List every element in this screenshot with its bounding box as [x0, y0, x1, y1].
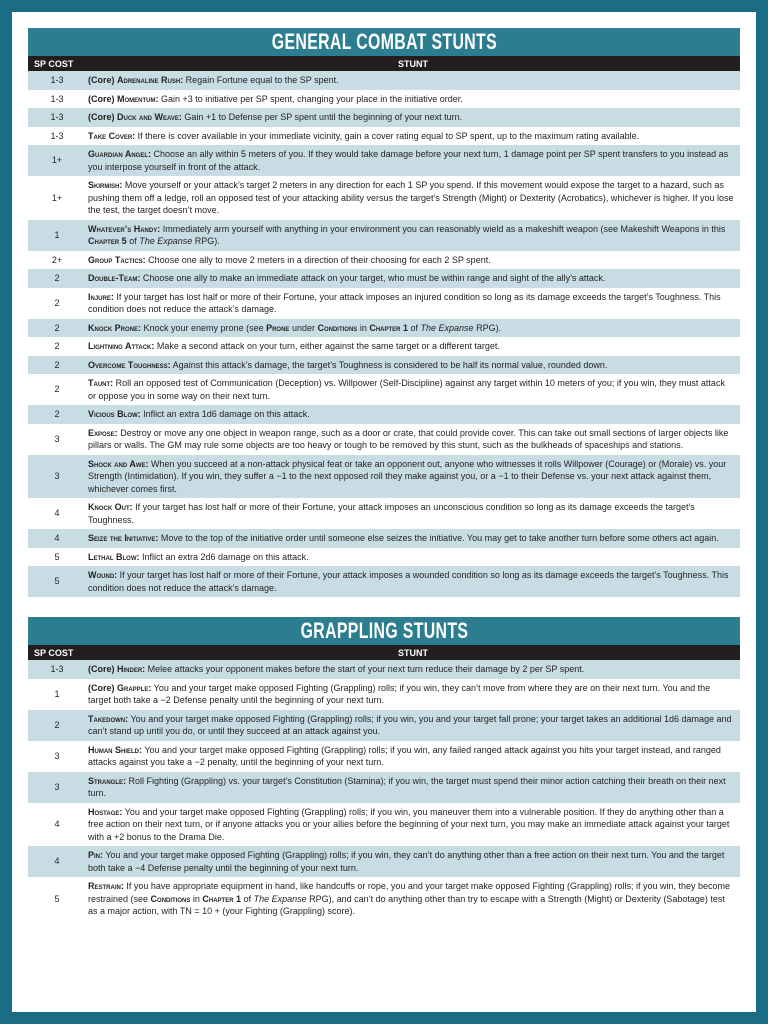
combat-table-header	[28, 56, 740, 71]
stunt-cell	[86, 679, 740, 710]
sp-cost-cell: 3	[54, 781, 60, 792]
stunt-text: If you have appropriate equipment in hand, like handcuffs or rope, you and your target make opposed Fighting (Grappling) rolls; if you win, they become restrained (see	[88, 881, 731, 904]
stunt-cell	[86, 145, 740, 176]
stunt-name: Strangle:	[88, 775, 126, 786]
sp-cost-cell: 2	[54, 322, 60, 333]
stunt-text: Melee attacks your opponent makes before the start of your next turn reduce their damage by 2 per SP spent.	[145, 664, 585, 674]
stunt-cell	[86, 772, 740, 803]
stunt-text: Destroy or move any one object in weapon range, such as a door or crate, that could provide cover. This can take out small sections of larger objects like pillars or walls. The GM may rule some objects are too heavy or tough to be removed by this stunt, such as the bulkheads of spaceships and stations.	[88, 427, 729, 450]
stunt-text: You and your target make opposed Fighting (Grappling) rolls; if you win, you maneuver them into a vulnerable position. If they do anything other than a free action on their next turn, or if anyone attacks you or your allies before the beginning of your next turn, you may make an immediate attack against your target with a +2 bonus to the Drama Die.	[88, 806, 730, 842]
stunt-name: Expose:	[88, 427, 118, 438]
sp-cost-cell: 1-3	[50, 664, 64, 674]
stunt-text: Roll Fighting (Grappling) vs. your target’s Constitution (Stamina); if you win, the target must spend their minor action catching their breath on their next turn.	[88, 775, 726, 798]
stunt-cell	[86, 269, 740, 288]
stunt-text: Choose an ally within 5 meters of you. If they would take damage before your next turn, 1 damage point per SP spent transfers to you instead as you interpose yourself in front of the attack.	[88, 149, 729, 172]
stunt-core-tag: (Core)	[88, 664, 117, 674]
stunt-reference: Chapter 5	[88, 236, 127, 246]
table-row	[28, 498, 740, 529]
stunt-core-tag: (Core)	[88, 75, 117, 85]
stunt-text: of	[241, 893, 254, 904]
combat-table-body	[28, 71, 740, 597]
table-row	[28, 356, 740, 375]
sp-cost-cell: 4	[54, 533, 60, 543]
stunt-cell	[86, 529, 740, 548]
stunt-text: Move yourself or your attack’s target 2 meters in any direction for each 1 SP you spend. If this movement would expose the target to a hazard, such as pushing them off a ledge, roll an opposed test of your attacking ability versus the target’s Strength (Might) or Dexterity (Acrobatics), whichever is higher. If you lose the test, the target doesn’t move.	[88, 180, 734, 215]
table-row	[28, 251, 740, 270]
sp-cost-cell: 1+	[51, 155, 63, 166]
stunt-name: Duck and Weave:	[117, 112, 182, 122]
stunt-reference: Chapter 1	[202, 893, 242, 904]
sp-cost-cell: 2	[54, 341, 60, 351]
table-row	[28, 176, 740, 220]
table-row	[28, 288, 740, 319]
sp-cost-cell: 2	[54, 719, 60, 730]
stunt-cell	[86, 337, 740, 356]
stunt-text: Gain +1 to Defense per SP spent until the beginning of your next turn.	[181, 112, 463, 122]
sp-cost-cell: 1-3	[50, 112, 64, 122]
stunt-text: Against this attack’s damage, the target’s Toughness is considered to be half its normal value, rounded down.	[170, 359, 608, 370]
stunt-text: When you succeed at a non-attack physical feat or take an opponent out, anyone who witnesses it rolls Willpower (Courage) or (Morale) vs. your Strength (Intimidation). If you win, they suffer a −1 to the next opposed roll they make against you, or a −1 to their Defense vs. your next attack against them, whichever comes first.	[88, 458, 727, 494]
grappling-table-body	[28, 660, 740, 921]
col-stunt: STUNT	[398, 647, 428, 658]
grappling-stunts-section	[28, 617, 740, 921]
grappling-table-header	[28, 645, 740, 660]
stunt-name: Group Tactics:	[88, 254, 146, 265]
combat-stunts-section	[28, 28, 740, 597]
table-row	[28, 108, 740, 127]
sp-cost-cell: 1	[54, 229, 60, 240]
table-row	[28, 269, 740, 288]
sp-cost-cell: 2	[54, 297, 60, 308]
table-row	[28, 145, 740, 176]
stunt-name: Adrenaline Rush:	[117, 75, 184, 85]
stunt-cell	[86, 566, 740, 597]
stunt-name: Knock Prone:	[88, 322, 142, 333]
stunt-cell	[86, 220, 740, 251]
table-row	[28, 319, 740, 338]
stunt-text: You and your target make opposed Fighting (Grappling) rolls; if you win, you and your target fall prone; your target takes an additional 1d6 damage and can’t stand up until you do, or until they succeed at an attack against you.	[88, 713, 732, 736]
stunt-name: Taunt:	[88, 378, 114, 388]
stunt-cell	[86, 288, 740, 319]
stunt-cell	[86, 374, 740, 405]
sp-cost-cell: 1+	[51, 192, 63, 203]
sp-cost-cell: 5	[54, 551, 60, 562]
stunt-name: Overcome Toughness:	[88, 359, 171, 370]
table-row	[28, 660, 740, 679]
stunt-name: Wound:	[88, 570, 118, 580]
sp-cost-cell: 1-3	[50, 75, 64, 85]
table-row	[28, 405, 740, 424]
sp-cost-cell: 2	[54, 273, 60, 283]
book-title: The Expanse	[139, 236, 193, 246]
stunts-sheet	[12, 12, 756, 1012]
sp-cost-cell: 1-3	[50, 130, 64, 141]
sp-cost-cell: 2	[54, 409, 60, 419]
col-stunt: STUNT	[398, 58, 428, 69]
table-row	[28, 90, 740, 109]
stunt-cell	[86, 176, 740, 220]
sp-cost-cell: 2	[54, 384, 60, 395]
table-row	[28, 877, 740, 921]
table-row	[28, 529, 740, 548]
table-row	[28, 455, 740, 499]
table-row	[28, 803, 740, 847]
book-title: The Expanse	[420, 322, 474, 333]
stunt-cell	[86, 108, 740, 127]
combat-stunts-title: GENERAL COMBAT STUNTS	[28, 28, 740, 56]
stunt-cell	[86, 319, 740, 338]
table-row	[28, 424, 740, 455]
table-row	[28, 337, 740, 356]
table-row	[28, 741, 740, 772]
stunt-name: Double-Team:	[88, 273, 141, 283]
stunt-core-tag: (Core)	[88, 93, 117, 104]
stunt-text: You and your target make opposed Fighting (Grappling) rolls; if you win, any failed ranged attack against you hits your target instead, and ranged attacks against you take a −2 penalty, until the beginning of your next turn.	[88, 744, 721, 767]
stunt-text: Inflict an extra 2d6 damage on this attack.	[139, 551, 309, 562]
stunt-text: If your target has lost half or more of their Fortune, your attack imposes an unconscious condition so long as its damage exceeds the target’s Toughness.	[88, 502, 695, 525]
stunt-text: Move to the top of the initiative order until someone else seizes the initiative. You may get to take another turn before some others act again.	[158, 533, 719, 543]
stunt-name: Takedown:	[88, 713, 129, 724]
stunt-cell	[86, 71, 740, 90]
sp-cost-cell: 3	[54, 433, 60, 444]
stunt-name: Momentum:	[117, 93, 159, 104]
stunt-text: Gain +3 to initiative per SP spent, changing your place in the initiative order.	[158, 93, 463, 104]
stunt-text: Choose one ally to move 2 meters in a direction of their choosing for each 2 SP spent.	[145, 254, 491, 265]
stunt-text: RPG).	[473, 322, 502, 333]
stunt-text: Choose one ally to make an immediate attack on your target, who must be within range and sight of the ally’s attack.	[140, 273, 606, 283]
stunt-cell	[86, 405, 740, 424]
col-sp-cost: SP COST	[34, 647, 74, 658]
sp-cost-cell: 3	[54, 471, 60, 481]
stunt-reference: Prone	[266, 322, 290, 333]
sp-cost-cell: 5	[54, 893, 60, 904]
book-title: The Expanse	[253, 893, 307, 904]
stunt-text: Inflict an extra 1d6 damage on this attack.	[140, 409, 310, 419]
stunt-text: RPG), and can’t do anything other than try to escape with a Strength (Might) or Dexterity (Sabotage) test as a major action, with TN = 10 + (your Fighting (Grappling) score).	[88, 893, 725, 916]
stunt-text: of	[126, 236, 140, 246]
sp-cost-cell: 1	[54, 688, 60, 699]
table-row	[28, 566, 740, 597]
stunt-name: Lightning Attack:	[88, 341, 155, 351]
stunt-name: Whatever’s Handy:	[88, 223, 161, 234]
stunt-name: Skirmish:	[88, 180, 123, 190]
stunt-name: Human Shield:	[88, 744, 142, 755]
stunt-cell	[86, 498, 740, 529]
sp-cost-cell: 1-3	[50, 93, 64, 104]
table-row	[28, 71, 740, 90]
grappling-stunts-title: GRAPPLING STUNTS	[28, 617, 740, 645]
sp-cost-cell: 4	[54, 508, 60, 519]
stunt-text: If your target has lost half or more of their Fortune, your attack imposes a wounded condition so long as its damage exceeds the target’s Toughness. This condition does not reduce the attack’s damage.	[88, 570, 729, 593]
col-sp-cost: SP COST	[34, 58, 74, 69]
stunt-text: of	[408, 322, 421, 333]
stunt-reference: Conditions	[317, 322, 358, 333]
table-row	[28, 548, 740, 567]
stunt-text: Regain Fortune equal to the SP spent.	[183, 75, 339, 85]
stunt-text: Roll an opposed test of Communication (Deception) vs. Willpower (Self-Discipline) against any target within 10 meters of you; if you win, they must attack or oppose you in some way on their next turn.	[88, 378, 725, 401]
table-row	[28, 679, 740, 710]
table-row	[28, 710, 740, 741]
table-row	[28, 846, 740, 877]
stunt-name: Take Cover:	[88, 130, 136, 141]
stunt-cell	[86, 846, 740, 877]
stunt-name: Knock Out:	[88, 502, 133, 512]
stunt-cell	[86, 741, 740, 772]
stunt-text: under	[289, 322, 318, 333]
sp-cost-cell: 2+	[51, 254, 63, 265]
stunt-name: Guardian Angel:	[88, 149, 151, 159]
table-row	[28, 220, 740, 251]
stunt-text: Knock your enemy prone (see	[141, 322, 267, 333]
stunt-text: Immediately arm yourself with anything in your environment you can reasonably wield as a makeshift weapon (see Makeshift Weapons in this	[160, 223, 726, 234]
stunt-name: Vicious Blow:	[88, 409, 141, 419]
stunt-name: Hinder:	[117, 664, 146, 674]
stunt-text: You and your target make opposed Fighting (Grappling) rolls; if you win, they can’t move from where they are on their next turn. You and the target both take a −2 Defense penalty until the beginning of your next turn.	[88, 682, 711, 705]
table-row	[28, 374, 740, 405]
sp-cost-cell: 2	[54, 359, 60, 370]
stunt-reference: Chapter 1	[369, 322, 409, 333]
stunt-core-tag: (Core)	[88, 682, 117, 693]
stunt-cell	[86, 251, 740, 270]
stunt-text: in	[357, 322, 370, 333]
stunt-cell	[86, 548, 740, 567]
sp-cost-cell: 4	[54, 856, 60, 867]
stunt-name: Shock and Awe:	[88, 458, 149, 469]
stunt-cell	[86, 710, 740, 741]
table-row	[28, 772, 740, 803]
stunt-name: Hostage:	[88, 806, 123, 817]
stunt-cell	[86, 877, 740, 921]
stunt-core-tag: (Core)	[88, 112, 117, 122]
stunt-cell	[86, 127, 740, 146]
stunt-name: Grapple:	[117, 682, 152, 693]
table-row	[28, 127, 740, 146]
stunt-text: in	[190, 893, 203, 904]
stunt-text: RPG).	[192, 236, 220, 246]
stunt-text: If there is cover available in your immediate vicinity, gain a cover rating equal to SP spent, up to the maximum rating available.	[135, 130, 640, 141]
stunt-name: Lethal Blow:	[88, 551, 140, 562]
stunt-cell	[86, 424, 740, 455]
sp-cost-cell: 5	[54, 576, 60, 587]
sp-cost-cell: 4	[54, 819, 60, 829]
stunt-cell	[86, 90, 740, 109]
stunt-name: Seize the Initiative:	[88, 533, 159, 543]
stunt-cell	[86, 455, 740, 499]
stunt-name: Pin:	[88, 850, 103, 860]
stunt-text: You and your target make opposed Fighting (Grappling) rolls; if you win, they can’t do anything other than a free action on their next turn. You and the target both take a −4 Defense penalty until the beginning of your next turn.	[88, 850, 725, 873]
stunt-cell	[86, 356, 740, 375]
stunt-name: Restrain:	[88, 881, 124, 891]
stunt-text: Make a second attack on your turn, either against the same target or a different target.	[154, 341, 500, 351]
stunt-text: If your target has lost half or more of their Fortune, your attack imposes an injured condition so long as its damage exceeds the target’s Toughness. This condition does not reduce the attack’s damage.	[88, 291, 721, 314]
stunt-reference: Conditions	[150, 893, 191, 904]
sp-cost-cell: 3	[54, 750, 60, 761]
stunt-cell	[86, 803, 740, 847]
stunt-name: Injure:	[88, 291, 114, 302]
stunt-cell	[86, 660, 740, 679]
